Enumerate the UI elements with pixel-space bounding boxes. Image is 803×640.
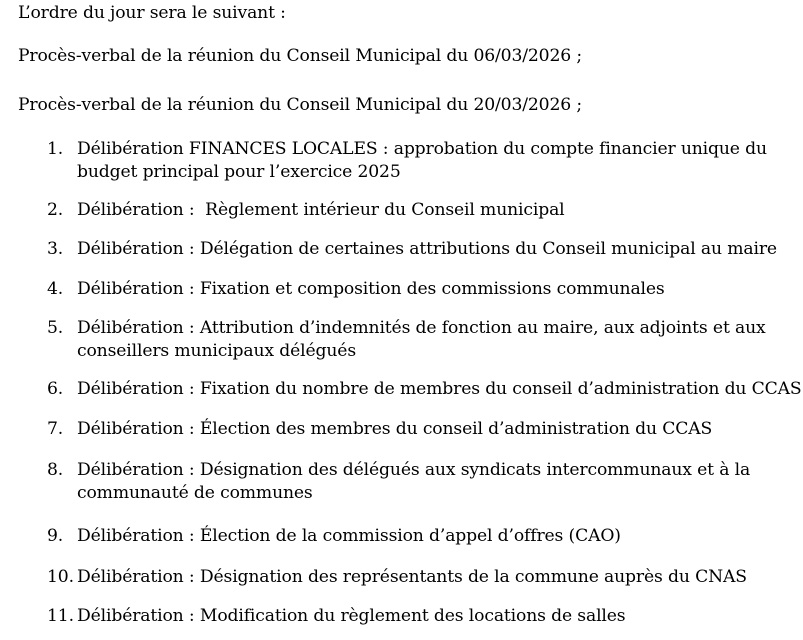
item-text-line: Délibération : Règlement intérieur du Conseil municipal: [77, 200, 565, 220]
item-text: [77, 199, 799, 222]
item-number: 5.: [47, 318, 64, 338]
item-text: [77, 605, 799, 628]
item-text-line: Délibération : Élection des membres du conseil d’administration du CCAS: [77, 419, 713, 439]
proces-verbal-2: Procès-verbal de la réunion du Conseil Municipal du 20/03/2026 ;: [18, 95, 582, 115]
item-number: 8.: [47, 460, 64, 480]
item-number: 10.: [47, 567, 74, 587]
item-text-line: Délibération : Fixation et composition des commissions communales: [77, 279, 665, 299]
item-text-line: Délibération : Désignation des représentants de la commune auprès du CNAS: [77, 567, 747, 587]
item-text: [77, 378, 802, 401]
item-text-line: Délibération : Élection de la commission d’appel d’offres (CAO): [77, 526, 621, 546]
item-number: 9.: [47, 526, 64, 546]
item-text: [77, 418, 799, 441]
proces-verbal-1: Procès-verbal de la réunion du Conseil Municipal du 06/03/2026 ;: [18, 46, 582, 66]
item-text: [77, 525, 799, 548]
item-number: 2.: [47, 200, 64, 220]
item-text-line: communauté de communes: [77, 483, 313, 503]
item-number: 6.: [47, 379, 64, 399]
item-text-line: Délibération : Fixation du nombre de membres du conseil d’administration du CCAS: [77, 379, 802, 399]
item-number: 11.: [47, 606, 74, 626]
item-number: 1.: [47, 139, 64, 159]
item-number: 4.: [47, 279, 64, 299]
item-number: 7.: [47, 419, 64, 439]
agenda-intro: L’ordre du jour sera le suivant :: [18, 3, 286, 23]
item-text: [77, 138, 799, 184]
item-text: [77, 317, 799, 363]
item-text-line: Délibération : Modification du règlement des locations de salles: [77, 606, 626, 626]
item-text-line: budget principal pour l’exercice 2025: [77, 162, 401, 182]
item-text-line: Délibération : Désignation des délégués aux syndicats intercommunaux et à la: [77, 460, 751, 480]
item-text: [77, 459, 799, 505]
item-text-line: Délibération FINANCES LOCALES : approbation du compte financier unique du: [77, 139, 767, 159]
item-text: [77, 278, 799, 301]
item-text: [77, 566, 799, 589]
item-number: 3.: [47, 239, 64, 259]
item-text: [77, 238, 799, 261]
item-text-line: Délibération : Délégation de certaines attributions du Conseil municipal au maire: [77, 239, 777, 259]
item-text-line: conseillers municipaux délégués: [77, 341, 356, 361]
item-text-line: Délibération : Attribution d’indemnités de fonction au maire, aux adjoints et aux: [77, 318, 766, 338]
